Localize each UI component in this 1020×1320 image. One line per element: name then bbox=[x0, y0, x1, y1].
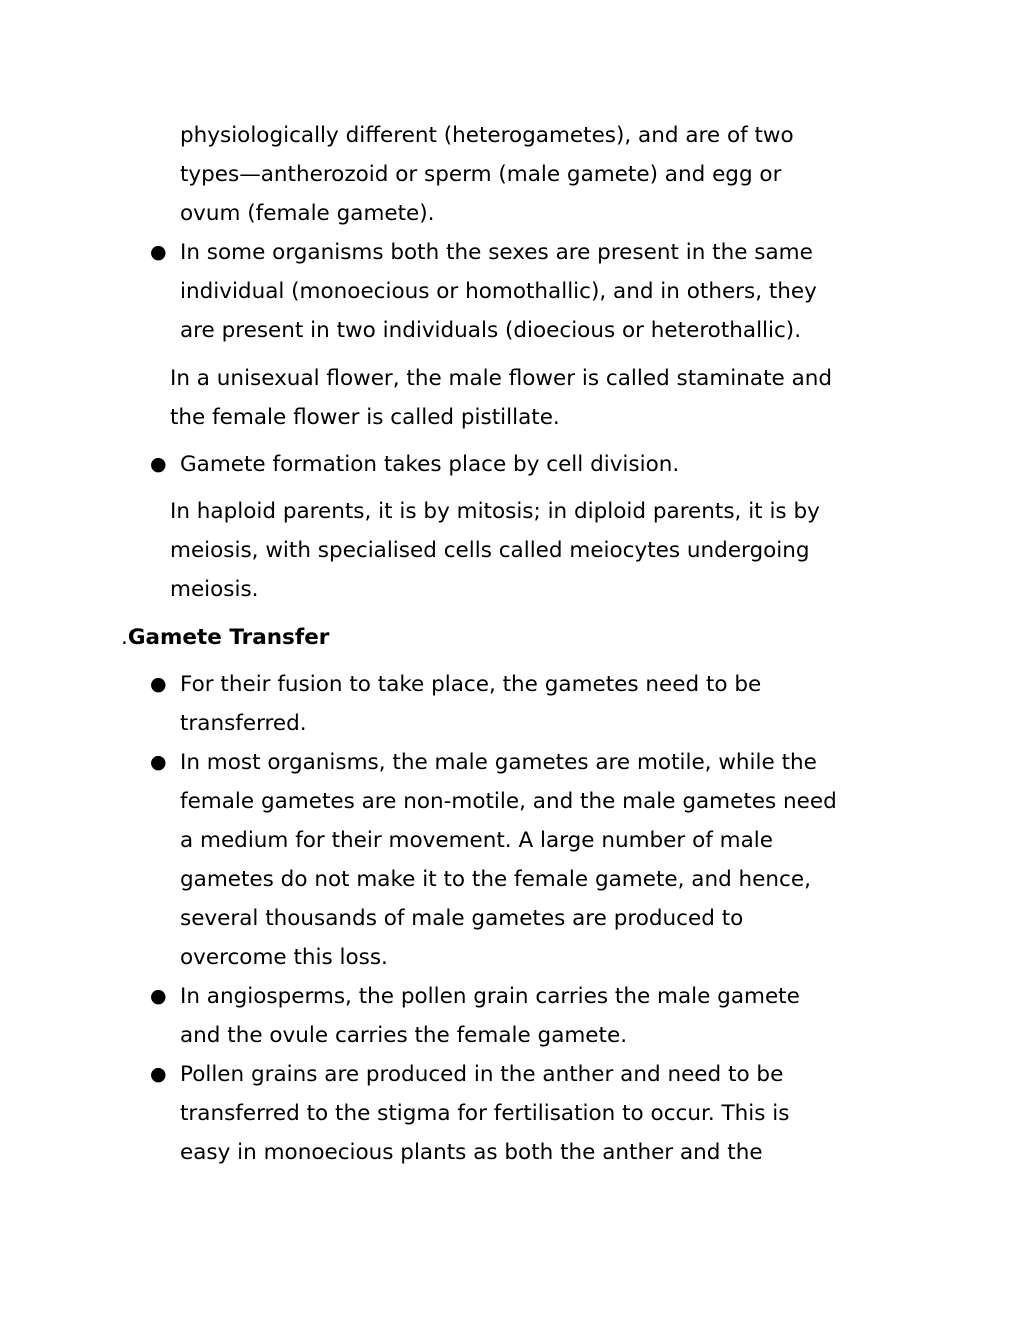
text-line: Gamete formation takes place by cell division. bbox=[180, 452, 680, 477]
text-line: the female flower is called pistillate. bbox=[170, 405, 560, 430]
text-line: overcome this loss. bbox=[180, 945, 388, 970]
text-line: and the ovule carries the female gamete. bbox=[180, 1023, 628, 1048]
bullet-icon: ● bbox=[150, 985, 167, 1007]
text-line: For their fusion to take place, the gametes need to be bbox=[180, 672, 762, 697]
bullet-icon: ● bbox=[150, 673, 167, 695]
text-line: a medium for their movement. A large number of male bbox=[180, 828, 773, 853]
text-line: In a unisexual flower, the male flower is called staminate and bbox=[170, 366, 833, 391]
text-line: easy in monoecious plants as both the anther and the bbox=[180, 1140, 763, 1165]
bullet-icon: ● bbox=[150, 241, 167, 263]
text-line: transferred. bbox=[180, 711, 307, 736]
section-heading bbox=[121, 618, 329, 657]
text-line: physiologically different (heterogametes), and are of two bbox=[180, 123, 794, 148]
text-line: meiosis, with specialised cells called meiocytes undergoing bbox=[170, 538, 810, 563]
text-line: In angiosperms, the pollen grain carries the male gamete bbox=[180, 984, 800, 1009]
text-line: meiosis. bbox=[170, 577, 259, 602]
heading-text: Gamete Transfer bbox=[127, 625, 330, 650]
text-line: female gametes are non-motile, and the male gametes need bbox=[180, 789, 837, 814]
text-line: gametes do not make it to the female gamete, and hence, bbox=[180, 867, 811, 892]
text-line: In some organisms both the sexes are present in the same bbox=[180, 240, 813, 265]
bullet-icon: ● bbox=[150, 453, 167, 475]
text-line: Pollen grains are produced in the anther and need to be bbox=[180, 1062, 784, 1087]
text-line: transferred to the stigma for fertilisation to occur. This is bbox=[180, 1101, 790, 1126]
text-line: ovum (female gamete). bbox=[180, 201, 435, 226]
text-line: are present in two individuals (dioecious or heterothallic). bbox=[180, 318, 802, 343]
text-line: types—antherozoid or sperm (male gamete) and egg or bbox=[180, 162, 782, 187]
bullet-icon: ● bbox=[150, 751, 167, 773]
text-line: In haploid parents, it is by mitosis; in diploid parents, it is by bbox=[170, 499, 820, 524]
heading-prefix: . bbox=[121, 625, 128, 650]
text-line: In most organisms, the male gametes are motile, while the bbox=[180, 750, 817, 775]
text-line: several thousands of male gametes are produced to bbox=[180, 906, 744, 931]
text-line: individual (monoecious or homothallic), and in others, they bbox=[180, 279, 817, 304]
bullet-icon: ● bbox=[150, 1063, 167, 1085]
